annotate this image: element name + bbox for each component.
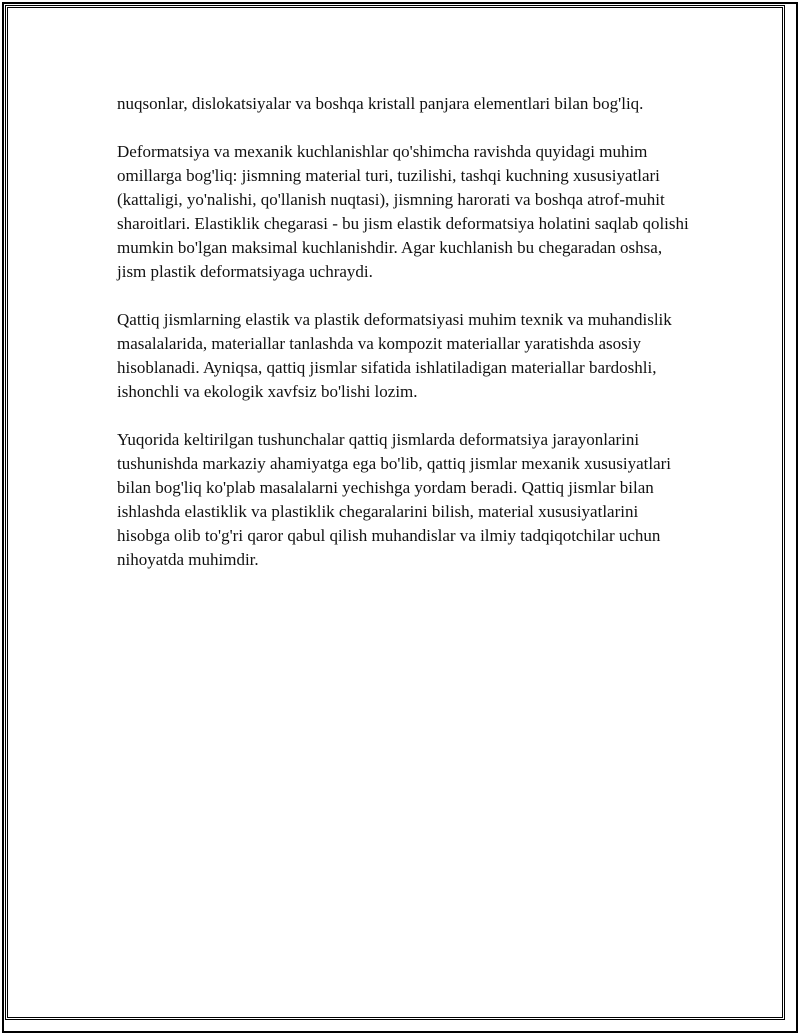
document-body bbox=[117, 92, 692, 596]
paragraph-3: Qattiq jismlarning elastik va plastik deformatsiyasi muhim texnik va muhandislik masalalarida, materiallar tanlashda va kompozit materiallar yaratishda asosiy hisoblanadi. Ayniqsa, qattiq jismlar sifatida ishlatiladigan materiallar bardoshli, ishonchli va ekologik xavfsiz bo'lishi lozim. bbox=[117, 310, 672, 401]
paragraph-4: Yuqorida keltirilgan tushunchalar qattiq jismlarda deformatsiya jarayonlarini tushunishda markaziy ahamiyatga ega bo'lib, qattiq jismlar mexanik xususiyatlari bilan bog'liq ko'plab masalalarni yechishga yordam beradi. Qattiq jismlar bilan ishlashda elastiklik va plastiklik chegaralarini bilish, material xususiyatlarini hisobga olib to'g'ri qaror qabul qilish muhandislar va ilmiy tadqiqotchilar uchun nihoyatda muhimdir. bbox=[117, 430, 672, 569]
paragraph-1: nuqsonlar, dislokatsiyalar va boshqa kristall panjara elementlari bilan bog'liq. bbox=[117, 94, 644, 113]
paragraph-2: Deformatsiya va mexanik kuchlanishlar qo'shimcha ravishda quyidagi muhim omillarga bog'liq: jismning material turi, tuzilishi, tashqi kuchning xususiyatlari (kattaligi, yo'nalishi, qo'llanish nuqtasi), jismning harorati va boshqa atrof-muhit sharoitlari. Elastiklik chegarasi - bu jism elastik deformatsiya holatini saqlab qolishi mumkin bo'lgan maksimal kuchlanishdir. Agar kuchlanish bu chegaradan oshsa, jism plastik deformatsiyaga uchraydi. bbox=[117, 142, 689, 281]
